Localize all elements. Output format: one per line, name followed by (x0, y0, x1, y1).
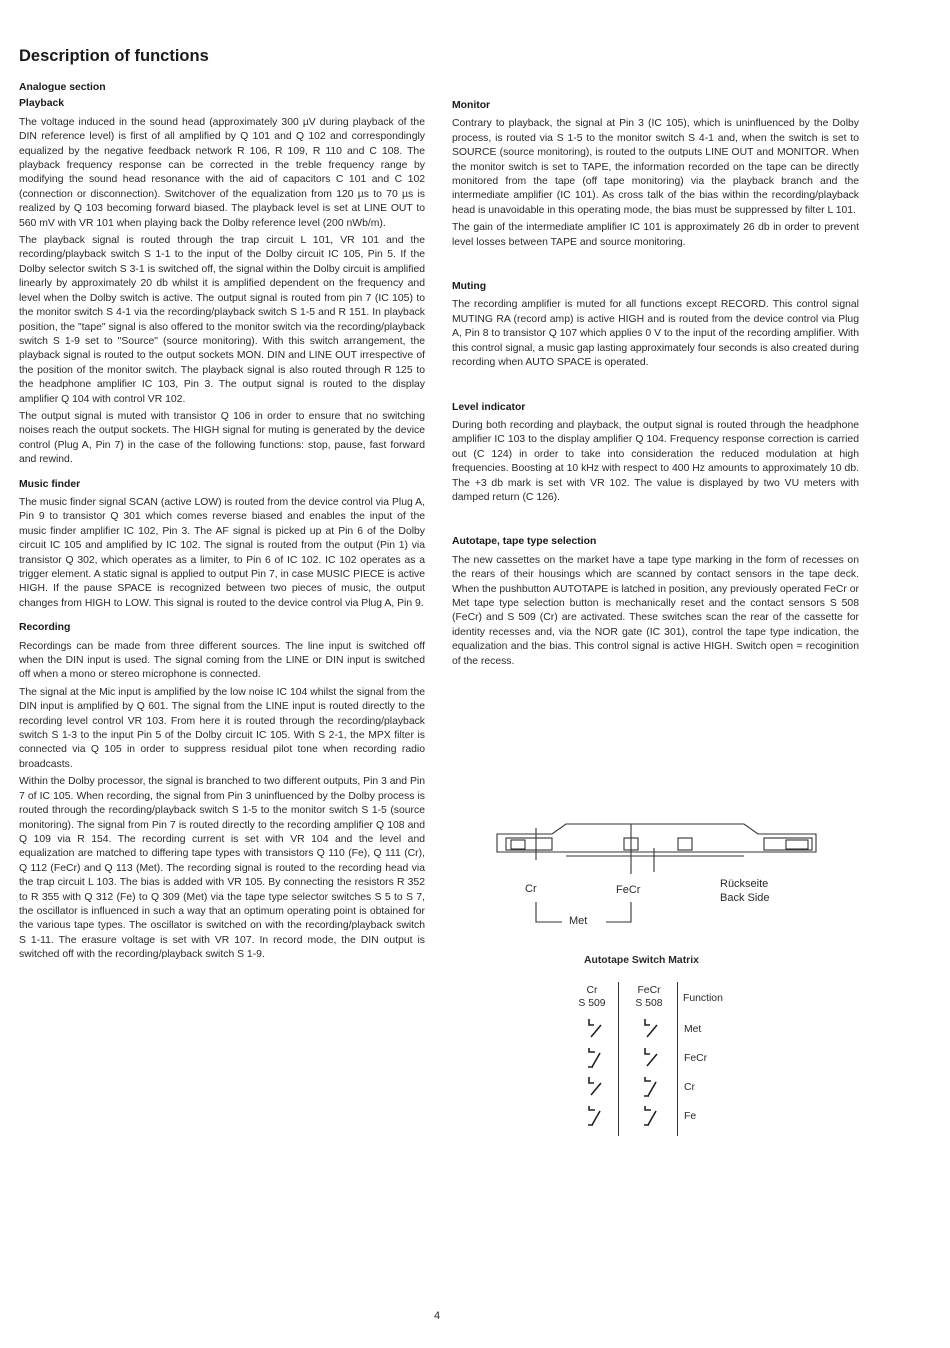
label-fecr: FeCr (616, 884, 641, 896)
open-switch-icon (585, 1074, 605, 1098)
matrix-function-label: Met (684, 1024, 702, 1035)
music-finder-heading: Music finder (19, 478, 81, 490)
right-column (452, 99, 859, 685)
header-s509-label: S 509 (578, 998, 606, 1009)
music-finder-section (19, 478, 425, 612)
matrix-header-fecr (622, 984, 676, 1010)
open-switch-icon (641, 1045, 661, 1069)
closed-switch-icon (641, 1103, 661, 1127)
autotape-switch-matrix (565, 982, 777, 1140)
open-switch-icon (641, 1016, 661, 1040)
page-number: 4 (434, 1310, 441, 1322)
matrix-cell-s509 (585, 1045, 605, 1069)
matrix-function-label: Fe (684, 1111, 697, 1122)
matrix-cell-s508 (641, 1074, 661, 1098)
met-connector-left (536, 902, 562, 922)
met-recess (678, 838, 692, 850)
autotape-heading: Autotape, tape type selection (452, 536, 597, 548)
monitor-paragraph: Contrary to playback, the signal at Pin 3 (IC 105), which is uninfluenced by the Dolby process, is routed via S 1-5 to the monitor switch S 4-1 and, when the switch is set to SOURCE (source monitoring), is routed to the outputs LINE OUT and MONITOR. When the monitor switch is set to TAPE, the information recorded on the tape can be directly monitored from the tape (off tape monitoring) via the playback branch and the intermediate amplifier (IC 101). As cross talk of the bias within the recording/playback head is unavoidable in this operating mode, the bias must be suppressed by filter L 101. (452, 118, 859, 216)
recording-heading: Recording (19, 622, 71, 634)
closed-switch-icon (585, 1103, 605, 1127)
matrix-cell-s508 (641, 1103, 661, 1127)
monitor-section (452, 99, 859, 250)
matrix-cell-s509 (585, 1016, 605, 1040)
matrix-function-label: Cr (684, 1082, 695, 1093)
muting-section (452, 280, 859, 370)
met-connector-right (606, 902, 631, 922)
matrix-function-label: FeCr (684, 1053, 708, 1064)
matrix-cell-s508 (641, 1045, 661, 1069)
header-fecr-label: FeCr (637, 985, 661, 996)
closed-switch-icon (585, 1045, 605, 1069)
music-finder-paragraph: The music finder signal SCAN (active LOW) is routed from the device control via Plug A, Pin 9 to transistor Q 301 which comes reverse biased and enables the input of the music finder amplifier IC 102, Pin 3. The AF signal is picked up at Pin 6 of the Dolby circuit IC 105 and amplified by IC 102. The signal is routed from the output (Pin 1) via transistor Q 302, which operates as a limiter, to Pin 6 of IC 102. IC 102 operates as a trigger element. A static signal is applied to output Pin 7, in case MUSIC PIECE is active HIGH. If the pause SPACE is recognized between two pieces of music, the output changes from HIGH to LOW. This signal is routed to the device control via Plug A, Pin 9. (19, 496, 425, 609)
matrix-cell-s509 (585, 1074, 605, 1098)
header-cr-label: Cr (586, 985, 598, 996)
cassette-sensor-diagram (492, 818, 822, 936)
matrix-header-function: Function (683, 993, 723, 1004)
matrix-divider (618, 982, 619, 1136)
matrix-cell-s508 (641, 1016, 661, 1040)
cr-recess-inner (511, 840, 525, 849)
header-s508-label: S 508 (635, 998, 663, 1009)
matrix-cell-s509 (585, 1103, 605, 1127)
recording-paragraph: The signal at the Mic input is amplified by the low noise IC 104 whilst the signal from the DIN input is amplified by Q 601. The signal from the LINE input is routed directly to the recording level control VR 103. From here it is routed through the recording/playback switch S 1-3 to the input Pin 5 of the Dolby circuit IC 105. With S 2-1, the MPX filter is connected via Q 105 in order to suppress residual pilot tone when recording radio broadcasts. (19, 686, 425, 770)
playback-paragraph: The voltage induced in the sound head (approximately 300 µV during playback of the DIN reference level) is first of all amplified by Q 101 and Q 102 and correspondingly equalized by the negative feedback network R 106, R 109, R 110 and C 108. The playback frequency response can be corrected in the treble frequency range by modifying the sound head resonance with the aid of capacitors C 101 and C 102 (connection or disconnection). Switchover of the equalization from 120 µs to 70 µs is realized by Q 103 becoming forward biased. The playback level is set at LINE OUT to 560 mV with VR 101 when playing back the Dolby reference level (200 nWb/m). (19, 116, 425, 229)
open-switch-icon (585, 1016, 605, 1040)
muting-paragraph: The recording amplifier is muted for all functions except RECORD. This control signal MUTING RA (record amp) is active HIGH and is routed from the device control via Plug A, Pin 8 to transistor Q 107 which applies 0 V to the input of the recording amplifier. With this control signal, a music gap lasting approximately four seconds is also created during recording when AUTO SPACE is operated. (452, 299, 859, 369)
recording-paragraph: Within the Dolby processor, the signal is branched to two different outputs, Pin 3 and Pin 7 of IC 105. When recording, the signal from Pin 3 uninfluenced by the Dolby process is routed through the recording/playback switch S 1-5 to the monitor switch S 1-5 (source monitoring). The signal from Pin 7 is routed directly to the recording amplifier Q 108 and Q 109 via R 154. The recording current is set with VR 104 and the level and equalization are matched to differing tape types with transistors Q 110 (Fe), Q 111 (Cr), Q 112 (FeCr) and Q 113 (Met). The recording signal is routed to the recording head via the trap circuit L 103. The bias is added with VR 105. By connecting the resistors R 352 to R 355 with Q 312 (Fe) to Q 309 (Met) via the tape type selector switches S 5 to S 7, the oscillator is influenced in such a way that an optimum operating point is obtained for the various tape types. The oscillator is switched on with the recording/playback switch S 1-11. The erasure voltage is set with VR 107. In record mode, the DIN output is switched off with the recording/playback switch S 1-9. (19, 776, 425, 961)
playback-paragraph: The output signal is muted with transistor Q 106 in order to ensure that no switching noises reach the output sockets. The HIGH signal for muting is generated by the device control (Plug A, Pin 7) in the case of the following functions: stop, pause, fast forward and rewind. (19, 410, 425, 466)
autotape-paragraph: The new cassettes on the market have a tape type marking in the form of recesses on the rears of their housings which are scanned by contact sensors in the tape deck. When the pushbutton AUTOTAPE is latched in position, any previously operated FeCr or Met tape type selection button is mechanically reset and the contact sensors S 508 (FeCr) and S 509 (Cr) are activated. These switches scan the rear of the cassette for identity recesses and, via the NOR gate (IC 301), control the tape type indication, the equalization and the bias. This control signal is active HIGH. Switch open = recoginition of the recess. (452, 554, 859, 667)
left-column (19, 81, 425, 973)
level-indicator-heading: Level indicator (452, 401, 526, 413)
playback-section (19, 97, 425, 467)
label-rueckseite: Rückseite (720, 878, 769, 890)
level-indicator-paragraph: During both recording and playback, the output signal is routed through the headphone amplifier IC 103 to the display amplifier Q 104. Frequency response correction is carried out (C 124) in order to take into consideration the reduced modulation at high frequencies. Boosting at 10 kHz with respect to 400 Hz amounts to approximately 10 db. The +3 db mark is set with VR 102. The value is displayed by two VU meters with damped return (C 126). (452, 419, 859, 503)
level-indicator-section (452, 401, 859, 506)
closed-switch-icon (641, 1074, 661, 1098)
matrix-title: Autotape Switch Matrix (584, 955, 699, 966)
monitor-paragraph: The gain of the intermediate amplifier IC 101 is approximately 26 db in order to prevent level losses between TAPE and source monitoring. (452, 222, 859, 248)
recording-paragraph: Recordings can be made from three different sources. The line input is switched off when the DIN input is used. The signal coming from the LINE or DIN input is switched off when a mono or stereo microphone is connected. (19, 640, 425, 681)
monitor-heading: Monitor (452, 100, 491, 111)
back-recess-inner (786, 840, 808, 849)
recording-section (19, 621, 425, 962)
playback-paragraph: The playback signal is routed through the trap circuit L 101, VR 101 and the recording/playback switch S 1-1 to the input of the Dolby circuit IC 105, Pin 5. If the Dolby selector switch S 3-1 is switched off, the signal within the Dolby circuit is amplified linearly by approximately 20 db whilst it is amplified dependent on the frequency and level when the Dolby switch is active. The output signal is routed from pin 7 (IC 105) to the monitor switch S 4-1 via the recording/playback switch S 1-5 and R 151. In playback position, the "tape" signal is also offered to the monitor switch via the recording/playback switch S 1-9 set to "Source" (source monitoring). With this switch arrangement, the playback signal is routed to the output sockets MON. DIN and LINE OUT irrespective of the position of the monitor switch. The playback signal is also routed through R 125 to the headphone amplifier IC 103, Pin 3. The output signal is routed to the display amplifier Q 104 with control VR 102. (19, 235, 425, 405)
matrix-header-cr (567, 984, 617, 1010)
cassette-outline-drawing (492, 818, 822, 936)
label-back-side: Back Side (720, 892, 770, 904)
autotape-section (452, 535, 859, 669)
page-title: Description of functions (19, 47, 209, 65)
label-met: Met (569, 915, 588, 927)
playback-heading: Playback (19, 98, 65, 110)
muting-heading: Muting (452, 281, 487, 293)
analogue-section-heading: Analogue section (19, 82, 106, 93)
label-cr: Cr (525, 883, 537, 895)
matrix-divider (677, 982, 678, 1136)
